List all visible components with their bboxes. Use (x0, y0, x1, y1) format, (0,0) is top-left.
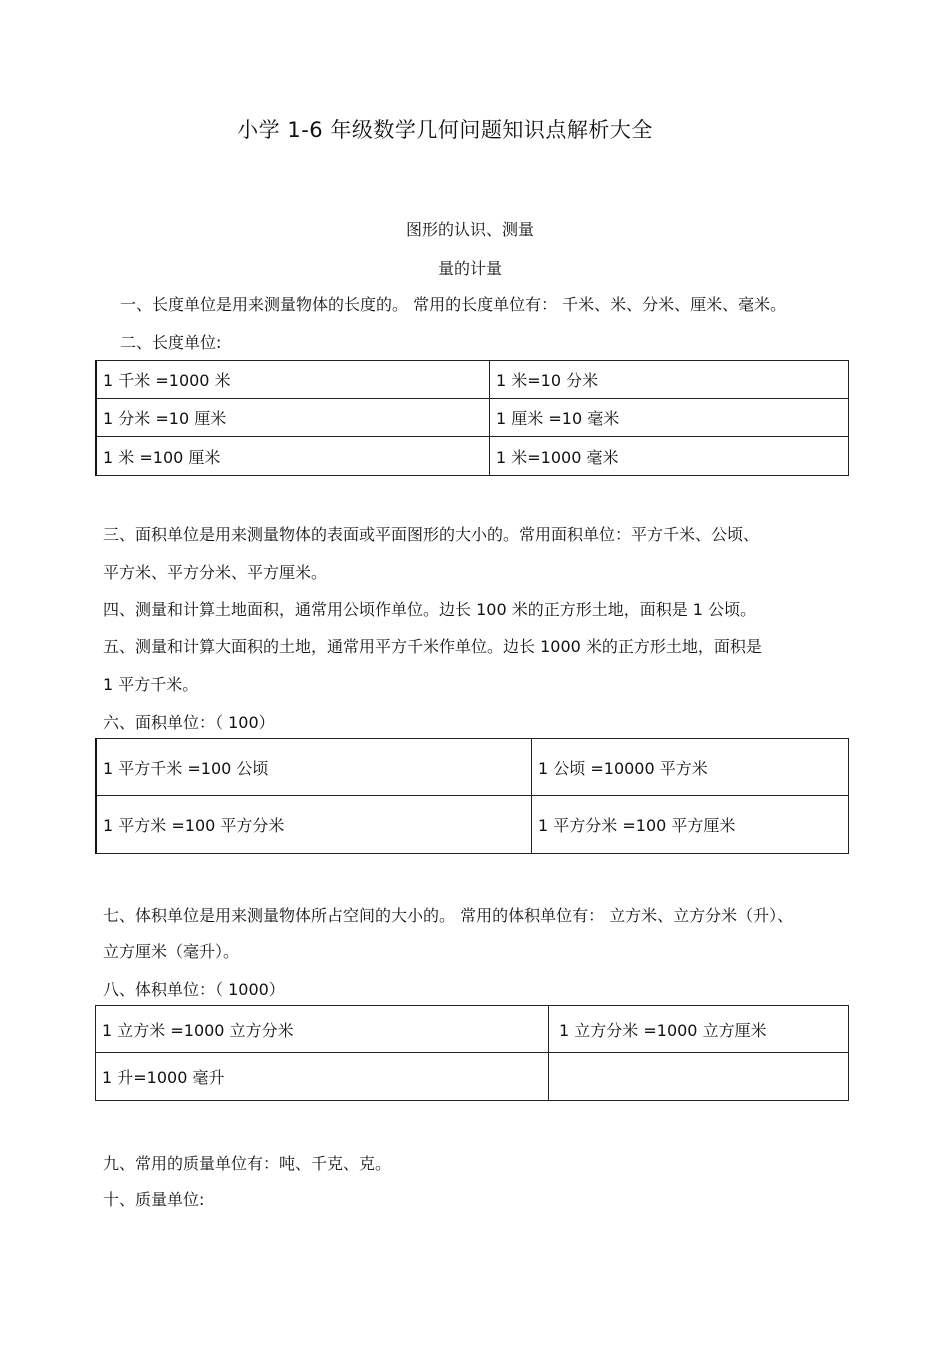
area-unit-table (95, 738, 849, 854)
table-row (96, 1006, 849, 1053)
table-cell: 1 米=10 分米 (490, 361, 849, 399)
paragraph-8-volume-heading: 八、体积单位：（ 1000） (103, 980, 285, 999)
table-cell: 1 分米 =10 厘米 (96, 399, 490, 437)
section-title: 图形的认识、测量 (405, 220, 534, 239)
table-cell: 1 公顷 =10000 平方米 (532, 739, 849, 796)
paragraph-10-mass-heading: 十、质量单位: (103, 1190, 205, 1209)
table-cell: 1 米=1000 毫米 (490, 437, 849, 476)
paragraph-1-length-units: 一、长度单位是用来测量物体的长度的。 常用的长度单位有： 千米、米、分米、厘米、毫米。 (120, 295, 787, 314)
table-cell: 1 立方米 =1000 立方分米 (96, 1006, 549, 1053)
table-cell: 1 升=1000 毫升 (96, 1053, 549, 1101)
document-title: 小学 1-6 年级数学几何问题知识点解析大全 (237, 118, 653, 142)
table-row (96, 739, 849, 796)
table-row (96, 796, 849, 854)
paragraph-6-area-heading: 六、面积单位：（ 100） (103, 713, 275, 732)
paragraph-3-continued: 平方米、平方分米、平方厘米。 (103, 563, 328, 582)
table-row (96, 399, 849, 437)
paragraph-7-volume-units: 七、体积单位是用来测量物体所占空间的大小的。 常用的体积单位有： 立方米、立方分米（升）、 (103, 906, 794, 925)
paragraph-5-square-km: 五、测量和计算大面积的土地，通常用平方千米作单位。边长 1000 米的正方形土地，面积是 (103, 637, 762, 656)
length-unit-table (95, 360, 849, 476)
table-cell-empty (549, 1053, 849, 1101)
table-cell: 1 立方分米 =1000 立方厘米 (549, 1006, 849, 1053)
table-cell: 1 平方分米 =100 平方厘米 (532, 796, 849, 854)
volume-unit-table (95, 1005, 849, 1101)
table-row (96, 361, 849, 399)
paragraph-5-continued: 1 平方千米。 (103, 675, 199, 694)
table-cell: 1 千米 =1000 米 (96, 361, 490, 399)
table-row (96, 1053, 849, 1101)
table-cell: 1 平方米 =100 平方分米 (96, 796, 532, 854)
paragraph-3-area-units: 三、面积单位是用来测量物体的表面或平面图形的大小的。常用面积单位：平方千米、公顷、 (103, 525, 760, 544)
paragraph-2-length-heading: 二、长度单位: (120, 333, 222, 352)
paragraph-9-mass-units: 九、常用的质量单位有：吨、千克、克。 (103, 1154, 392, 1173)
paragraph-7-continued: 立方厘米（毫升）。 (103, 942, 240, 961)
table-cell: 1 米 =100 厘米 (96, 437, 490, 476)
table-cell: 1 厘米 =10 毫米 (490, 399, 849, 437)
table-cell: 1 平方千米 =100 公顷 (96, 739, 532, 796)
table-row (96, 437, 849, 476)
subsection-title: 量的计量 (437, 259, 502, 278)
paragraph-4-hectare: 四、测量和计算土地面积，通常用公顷作单位。边长 100 米的正方形土地，面积是 1 公顷。 (103, 600, 757, 619)
